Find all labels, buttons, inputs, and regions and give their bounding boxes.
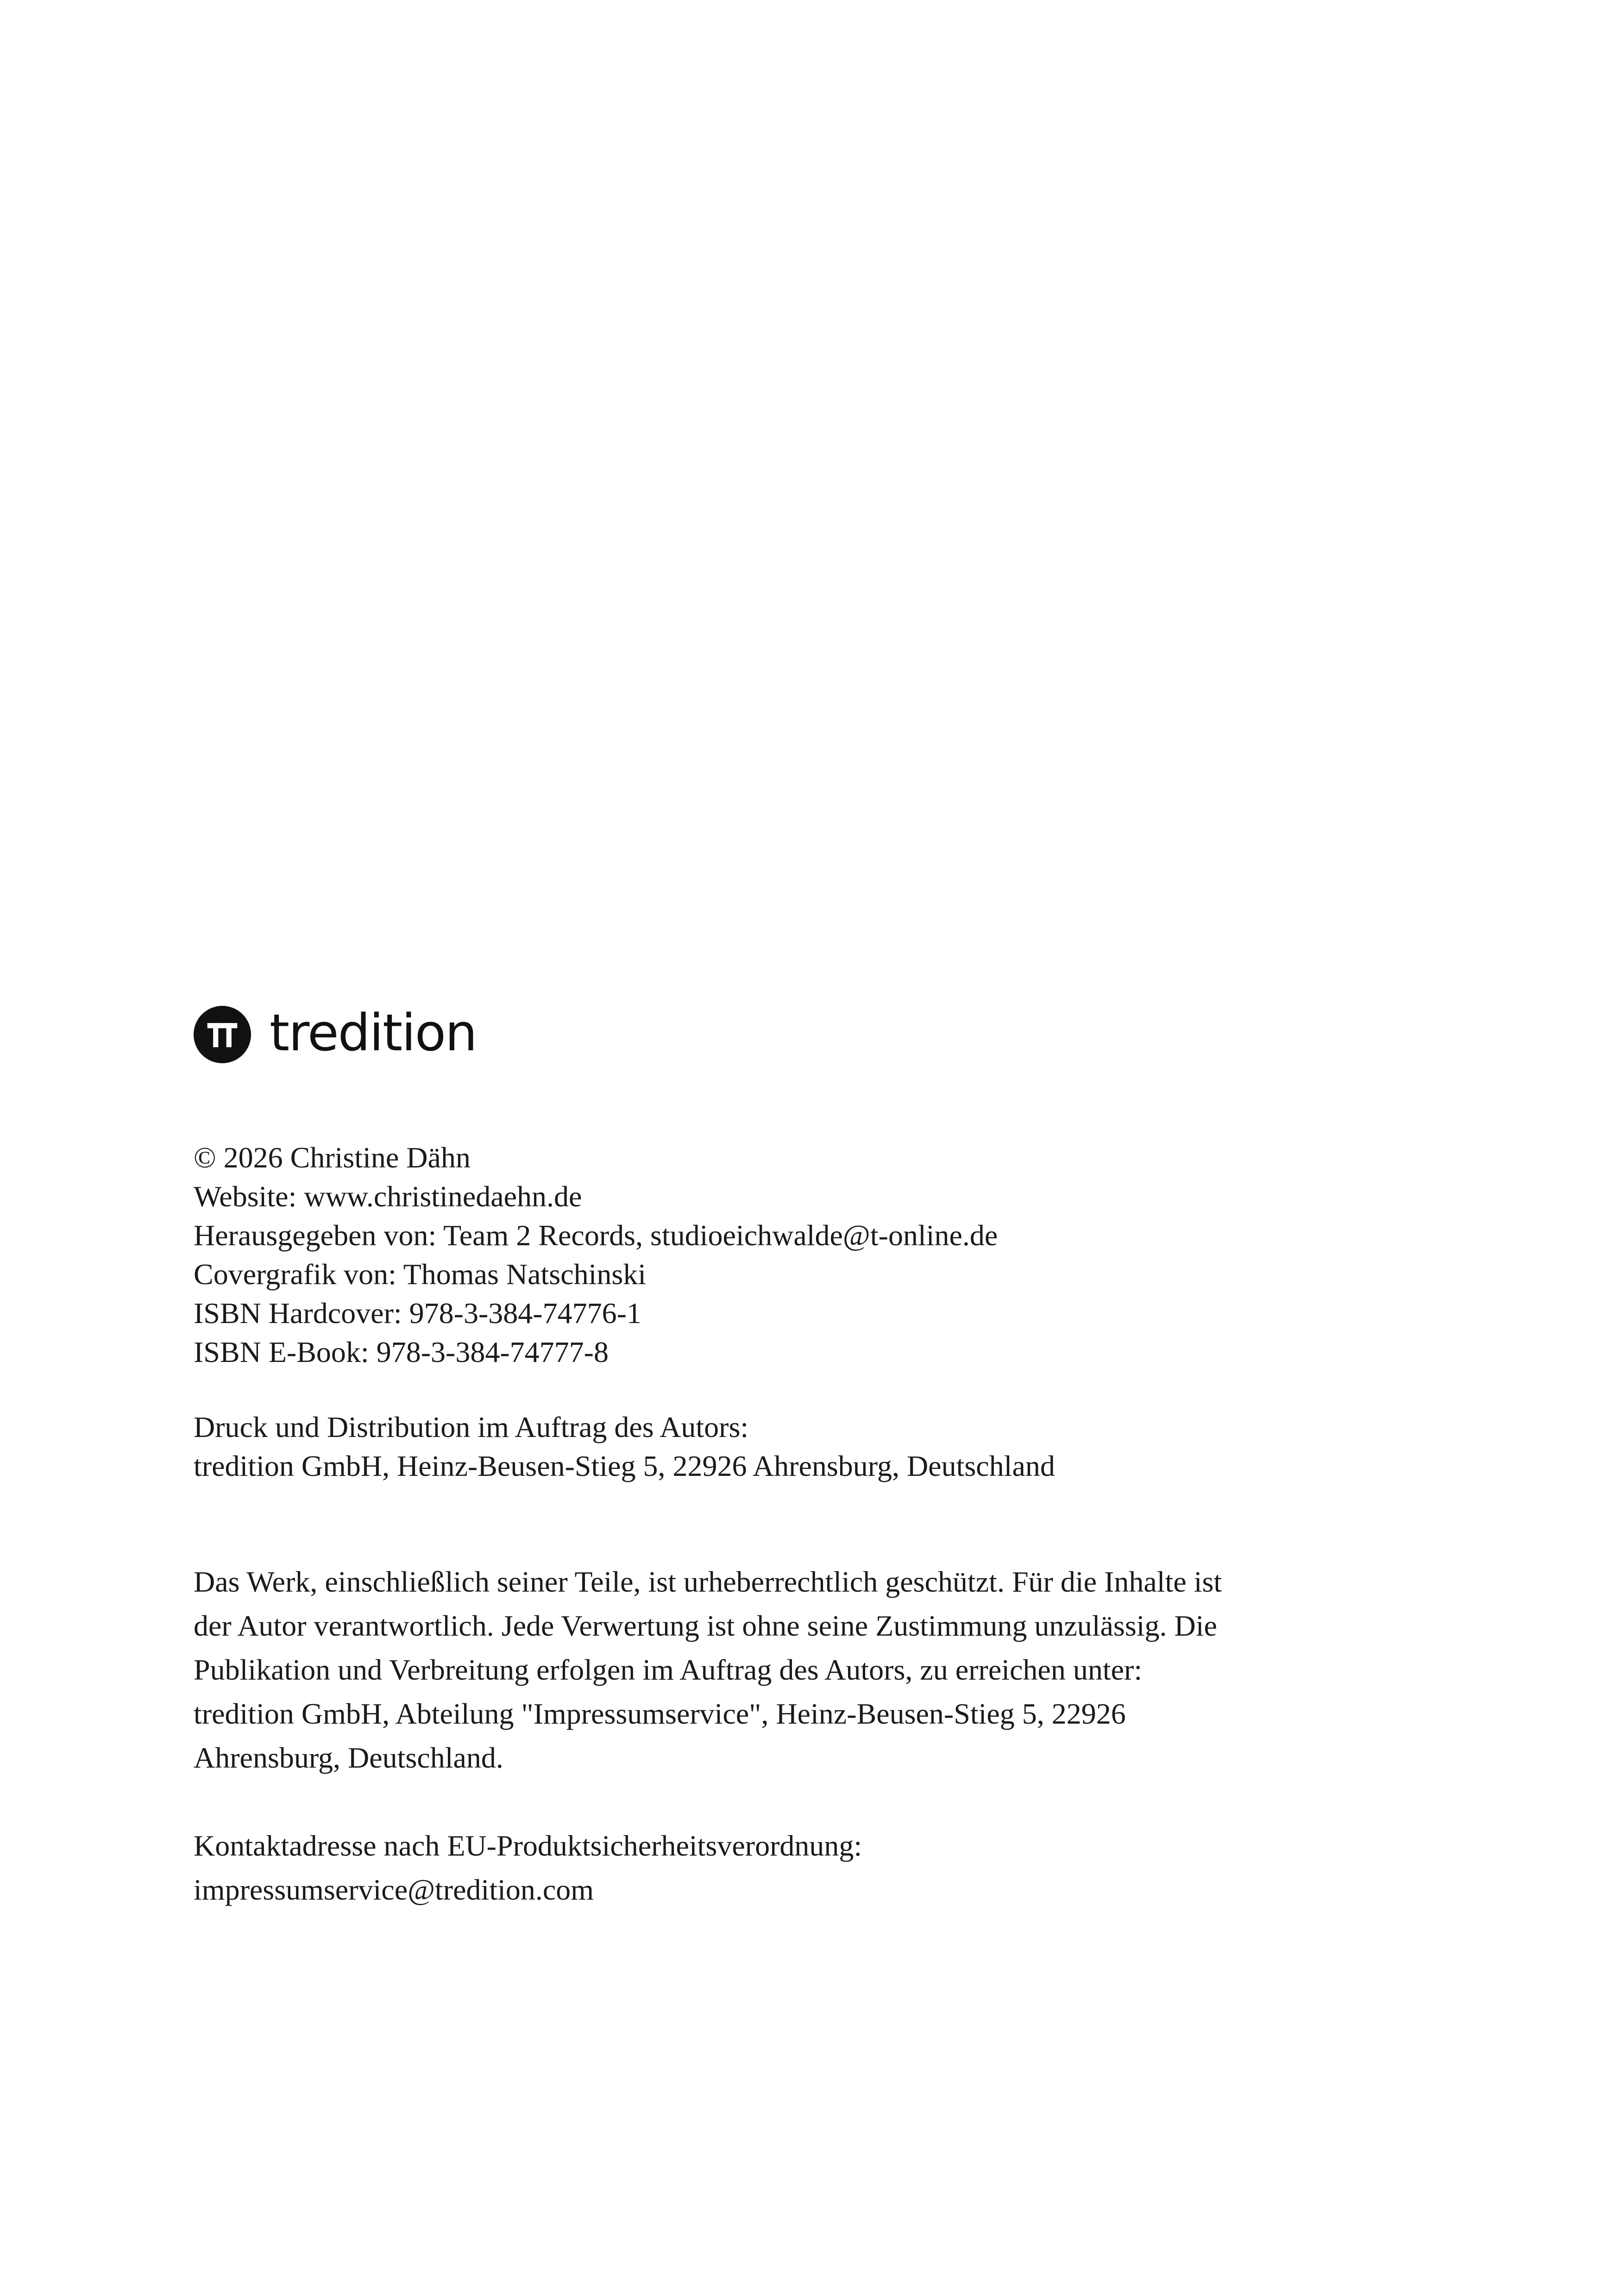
legal-line: Das Werk, einschließlich seiner Teile, ist urheberrechtlich geschützt. Für die Inhalte ist (194, 1565, 1222, 1598)
logo-wordmark: tredition (270, 1003, 477, 1062)
copyright-line: © 2026 Christine Dähn (194, 1141, 471, 1174)
contact-email: impressumservice@tredition.com (194, 1873, 594, 1906)
imprint-block (194, 1138, 1444, 1372)
print-distribution-line-1: Druck und Distribution im Auftrag des Autors: (194, 1411, 749, 1443)
print-distribution-block (194, 1408, 1444, 1486)
print-distribution-line-2: tredition GmbH, Heinz-Beusen-Stieg 5, 22926 Ahrensburg, Deutschland (194, 1449, 1055, 1482)
tredition-logo-icon (194, 1006, 251, 1063)
legal-line: Ahrensburg, Deutschland. (194, 1741, 503, 1774)
legal-line: der Autor verantwortlich. Jede Verwertung ist ohne seine Zustimmung unzulässig. Die (194, 1609, 1217, 1642)
legal-notice (194, 1560, 1444, 1780)
legal-line: tredition GmbH, Abteilung "Impressumservice", Heinz-Beusen-Stieg 5, 22926 (194, 1697, 1126, 1730)
isbn-ebook-line: ISBN E-Book: 978-3-384-74777-8 (194, 1336, 609, 1368)
publisher-line: Herausgegeben von: Team 2 Records, studioeichwalde@t-online.de (194, 1219, 998, 1252)
contact-label: Kontaktadresse nach EU-Produktsicherheitsverordnung: (194, 1829, 862, 1862)
contact-block (194, 1824, 1444, 1912)
website-line: Website: www.christinedaehn.de (194, 1180, 582, 1213)
cover-credit-line: Covergrafik von: Thomas Natschinski (194, 1258, 647, 1291)
publisher-logo (194, 1003, 477, 1063)
isbn-hardcover-line: ISBN Hardcover: 978-3-384-74776-1 (194, 1297, 641, 1330)
legal-line: Publikation und Verbreitung erfolgen im Auftrag des Autors, zu erreichen unter: (194, 1653, 1143, 1686)
